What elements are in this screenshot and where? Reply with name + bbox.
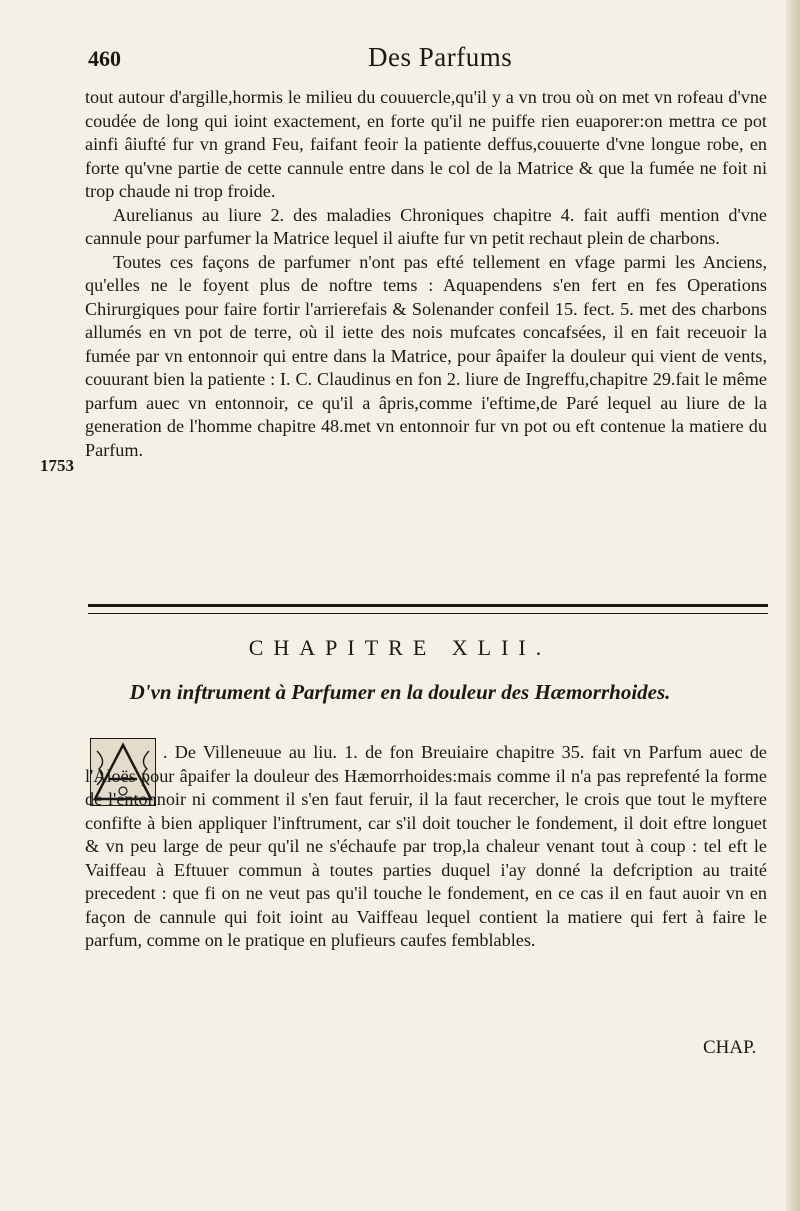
body-text-top [85,86,767,462]
margin-note: 1753 [40,456,74,475]
paragraph: Aurelianus au liure 2. des maladies Chroniques chapitre 4. fait auffi mention d'vne cannule pour parfumer la Matrice lequel il aiufte fur vn petit rechaut plein de charbons. [85,204,767,248]
page-edge [786,0,800,1211]
running-title: Des Parfums [368,42,513,72]
page-header [0,42,800,82]
catchword: CHAP. [703,1037,757,1058]
paragraph: Toutes ces façons de parfumer n'ont pas efté tellement en vfage parmi les Anciens, qu'elles ne le foyent plus de noftre tems : Aquapendens s'en fert en fes Operations Chirurgiques pour faire fortir l'arrierefais & Solenander confeil 15. fect. 5. met des charbons allumés en vn pot de terre, où il iette des nois mufcates concafsées, il en fait receuoir la fumée par vn entonnoir qui entre dans la Matrice, pour âpaifer la douleur qui vient de vents, couurant bien la patiente : I. C. Claudinus en fon 2. liure de Ingreffu,chapitre 29.fait le même parfum auec vn entonnoir, ce qu'il a âpris,comme i'eftime,de Paré lequel au liure de la generation de l'homme chapitre 48.met vn entonnoir fur vn pot ou eft contenue la matiere du Parfum. [85,251,767,460]
paragraph: tout autour d'argille,hormis le milieu du couuercle,qu'il y a vn trou où on met vn rofeau d'vne coudée de long qui ioint exactement, en forte qu'il ne puiffe rien euaporer:on mettra ce pot ainfi âiufté fur vn grand Feu, faifant feoir la patiente deffus,couuerte d'vne longue robe, en forte qu'vne partie de cette cannule entre dans le col de la Matrice & que la fumée ne foit ni trop chaude ni trop froide. [85,87,767,201]
section-rule [88,604,768,614]
page-number: 460 [88,46,121,71]
chapter-heading: CHAPITRE XLII. [248,635,552,660]
chapter-subtitle: D'vn inftrument à Parfumer en la douleur des Hæmorrhoides. [129,680,671,704]
body-text-bottom [85,741,767,953]
paragraph: . De Villeneuue au liu. 1. de fon Breuiaire chapitre 35. fait vn Parfum auec de l'Aloës pour âpaifer la douleur des Hæmorrhoides:mais comme il n'a pas reprefenté la forme de l'entonnoir ni comment il s'en faut feruir, il la faut recercher, le crois que tout le myftere confifte à bien appliquer l'inftrument, car s'il doit toucher le fondement, il doit eftre longuet & vn peu large de peur qu'il ne s'échaufe par trop,la chaleur venant tout à coup : tel eft le Vaiffeau à Eftuuer commun à toutes parties duquel i'ay donné la defcription au traité precedent : que fi on ne veut pas qu'il touche le fondement, en ce cas il en faut auoir vn en façon de cannule qui foit ioint au Vaiffeau lequel contient la matiere qui fert à faire le parfum, comme on le pratique en plufieurs caufes femblables. [85,742,767,950]
